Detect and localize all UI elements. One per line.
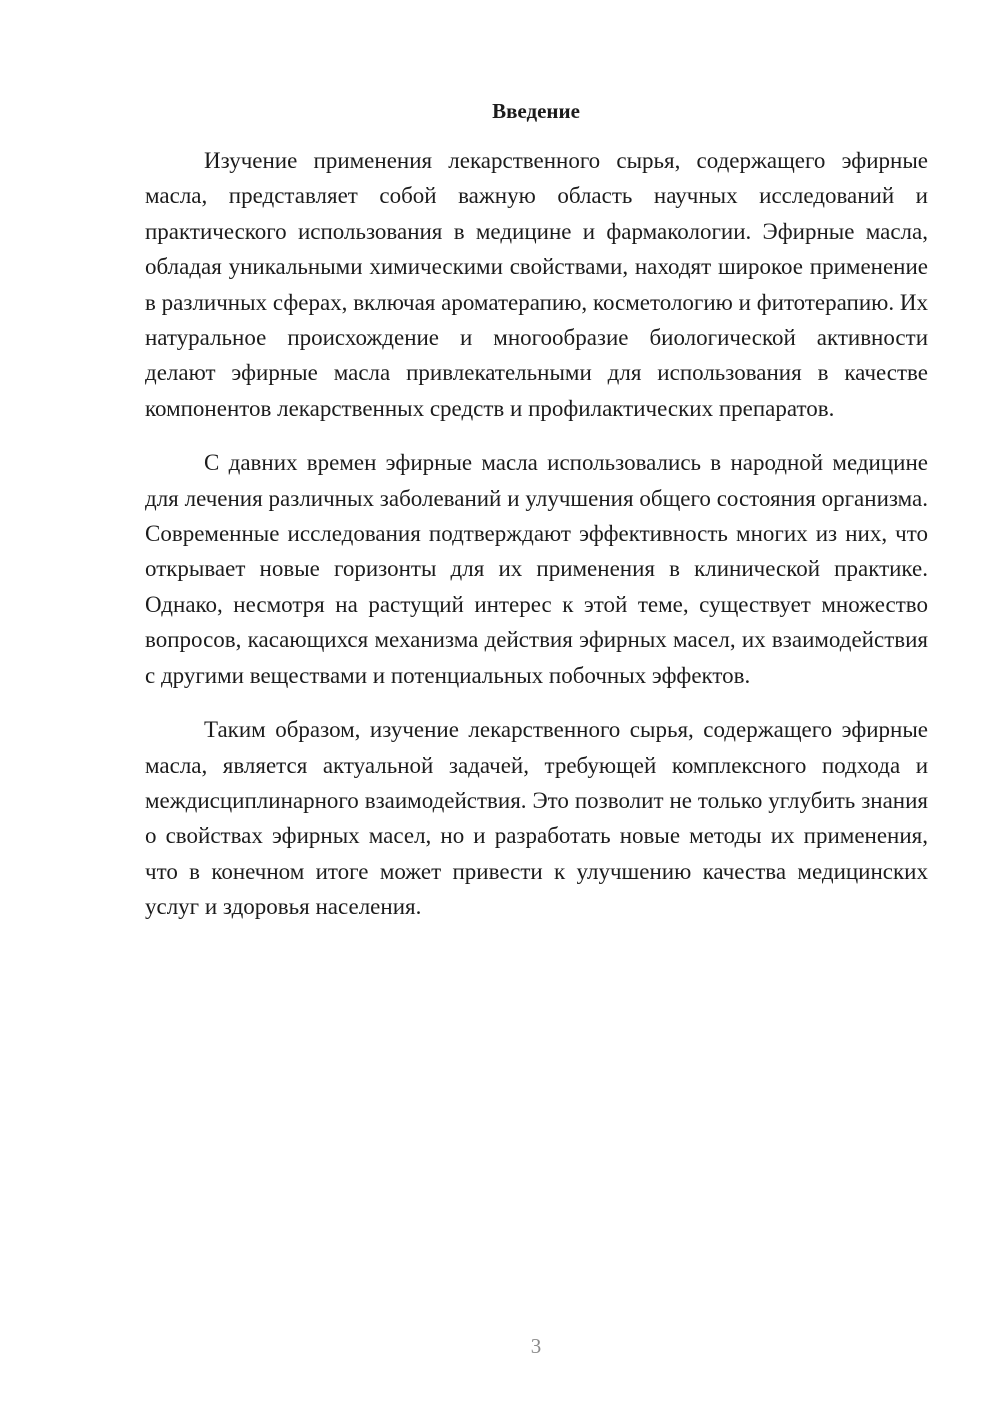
paragraph-1: Изучение применения лекарственного сырья, содержащего эфирные масла, представляет собой важную область научных исследований и практического использования в медицине и фармакологии. Эфирные масла, обладая уникальными химическими свойствами, находят широкое применение в различных сферах, включая ароматерапию, косметологию и фитотерапию. Их натуральное происхождение и многообразие биологической активности делают эфирные масла привлекательными для использования в качестве компонентов лекарственных средств и профилактических препаратов. <box>145 148 928 421</box>
document-body <box>145 143 928 925</box>
paragraph-3: Таким образом, изучение лекарственного сырья, содержащего эфирные масла, является актуальной задачей, требующей комплексного подхода и междисциплинарного взаимодействия. Это позволит не только углубить знания о свойствах эфирных масел, но и разработать новые методы их применения, что в конечном итоге может привести к улучшению качества медицинских услуг и здоровья населения. <box>145 717 928 920</box>
paragraph-2: С давних времен эфирные масла использовались в народной медицине для лечения различных заболеваний и улучшения общего состояния организма. Современные исследования подтверждают эффективность многих из них, что открывает новые горизонты для их применения в клинической практике. Однако, несмотря на растущий интерес к этой теме, существует множество вопросов, касающихся механизма действия эфирных масел, их взаимодействия с другими веществами и потенциальных побочных эффектов. <box>145 450 928 688</box>
page-number: 3 <box>530 1334 542 1358</box>
page-title: Введение <box>492 99 580 123</box>
